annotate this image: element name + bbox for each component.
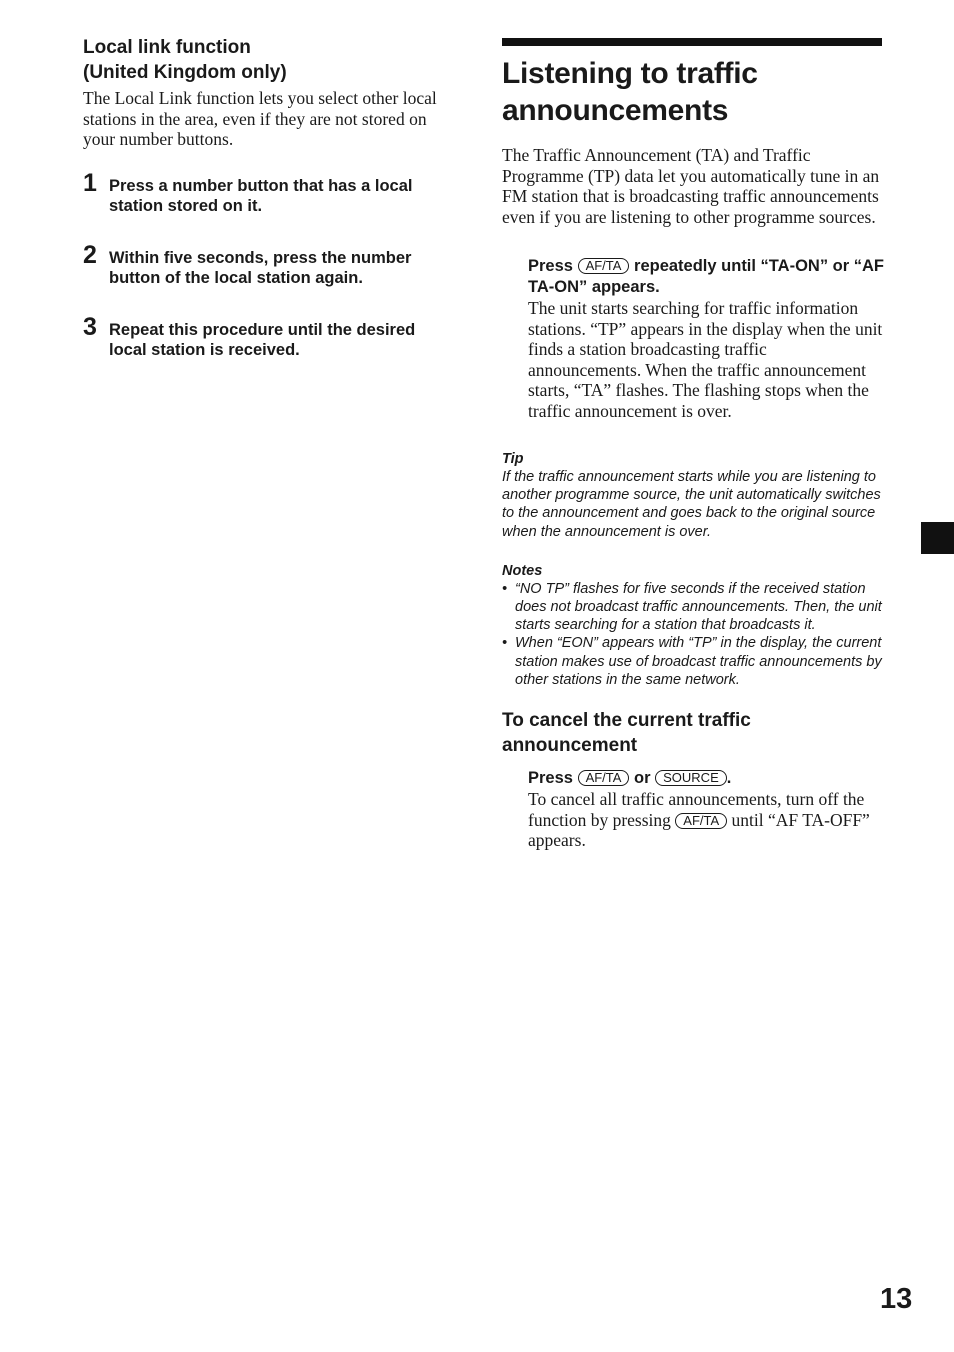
tip-label: Tip <box>502 451 524 467</box>
local-link-intro: The Local Link function lets you select other local stations in the area, even if they are not stored on your number buttons. <box>83 88 437 149</box>
bullet: • <box>502 635 508 652</box>
step-list <box>83 168 453 361</box>
page-title <box>502 55 884 129</box>
note-item <box>502 634 884 689</box>
period: . <box>726 769 732 788</box>
page-number: 13 <box>880 1283 913 1315</box>
note-text: “NO TP” flashes for five seconds if the received station does not broadcast traffic announcements. Then, the unit starts searching for a station that broadcasts it. <box>515 580 882 634</box>
step-text: Repeat this procedure until the desired local station is received. <box>109 320 416 359</box>
source-key-label: SOURCE <box>655 770 727 786</box>
af-ta-key-label: AF/TA <box>675 813 727 829</box>
section-tab-marker <box>921 522 954 554</box>
press-word: Press <box>528 257 573 275</box>
notes-block <box>502 562 884 689</box>
step-number: 1 <box>83 168 97 197</box>
step-item <box>83 240 453 289</box>
tip-text: If the traffic announcement starts while you are listening to another programme source, the unit automatically switches to the announcement and goes back to the original source when the announcement is over. <box>502 469 881 540</box>
tip-block <box>502 450 884 541</box>
local-link-heading <box>83 35 453 85</box>
instruction-block <box>528 256 884 421</box>
heading-line-1: Local link function <box>83 37 251 58</box>
section-rule <box>502 38 882 46</box>
step-number: 3 <box>83 312 97 341</box>
cancel-instruction-block <box>528 768 884 851</box>
af-ta-key-label: AF/TA <box>578 770 630 786</box>
step-text: Press a number button that has a local station stored on it. <box>109 176 413 215</box>
title-line-1: Listening to traffic <box>502 57 758 90</box>
instruction-description: The unit starts searching for traffic information stations. “TP” appears in the display when the unit finds a station broadcasting traffic announcements. When the traffic announcement starts, “TA” flashes. The flashing stops when the traffic announcement is over. <box>528 298 883 421</box>
heading-line-2: (United Kingdom only) <box>83 62 287 83</box>
cancel-instruction-line <box>528 768 884 789</box>
cancel-heading-line-1: To cancel the current traffic <box>502 710 751 732</box>
note-text: When “EON” appears with “TP” in the display, the current station makes use of broadcast traffic announcements by other stations in the same network. <box>515 635 882 688</box>
or-word: or <box>634 769 651 788</box>
cancel-heading-line-2: announcement <box>502 735 638 757</box>
notes-label: Notes <box>502 562 543 579</box>
step-text: Within five seconds, press the number button of the local station again. <box>109 248 412 287</box>
bullet: • <box>502 580 508 597</box>
cancel-description <box>528 789 884 851</box>
left-column <box>83 35 453 392</box>
note-item <box>502 580 884 635</box>
title-line-2: announcements <box>502 94 729 127</box>
af-ta-key-label: AF/TA <box>578 258 630 274</box>
cancel-heading <box>502 708 884 758</box>
right-column <box>502 38 884 851</box>
traffic-intro: The Traffic Announcement (TA) and Traffic Programme (TP) data let you automatically tune in an FM station that is broadcasting traffic announcements even if you are listening to other programme sources. <box>502 145 880 227</box>
press-word: Press <box>528 769 573 788</box>
step-item <box>83 312 453 361</box>
cancel-desc-after: until “AF TA-OFF” appears. <box>528 809 870 851</box>
step-number: 2 <box>83 240 97 269</box>
instruction-rest: repeatedly until “TA-ON” or “AF TA-ON” appears. <box>528 257 884 296</box>
cancel-desc-before: To cancel all traffic announcements, turn off the function by pressing <box>528 789 865 830</box>
instruction-line <box>528 256 884 298</box>
step-item <box>83 168 453 217</box>
